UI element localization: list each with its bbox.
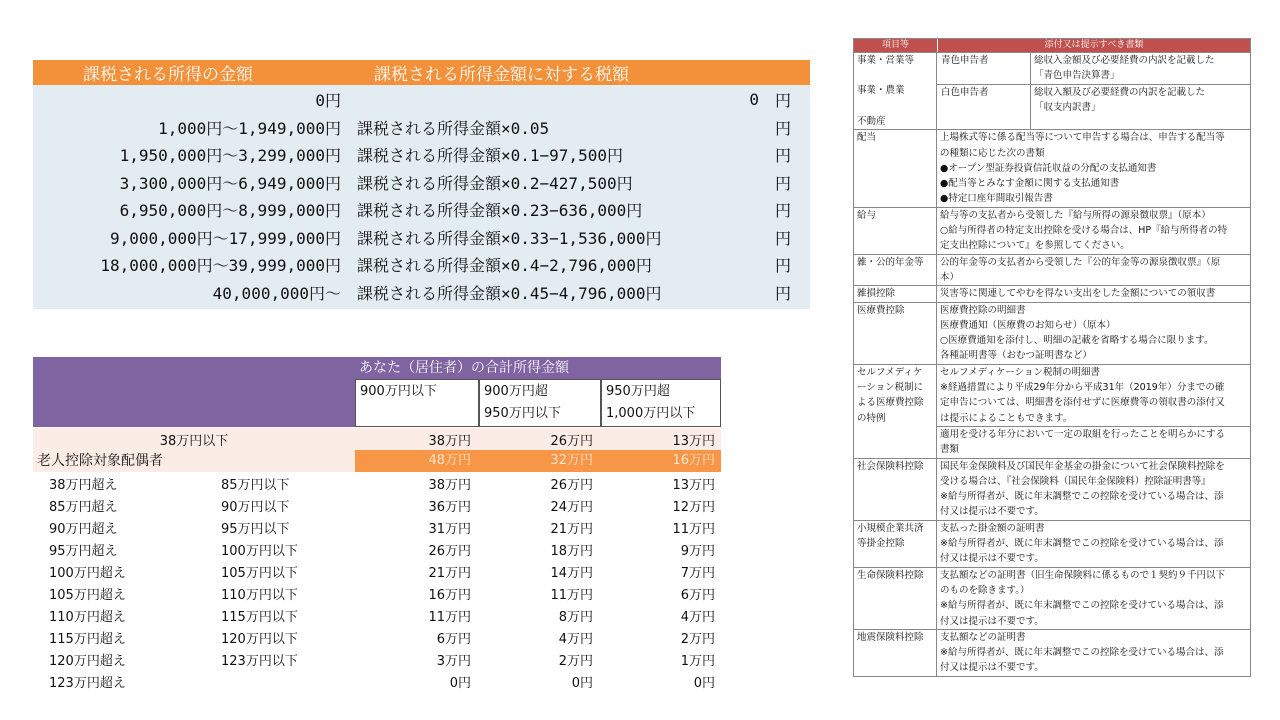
row-label: 38万円以下 — [159, 433, 229, 449]
doc-row — [854, 285, 1250, 301]
value-cell: 21万円 — [428, 565, 471, 581]
blue-return-text — [1031, 53, 1250, 84]
col-head-900 — [355, 379, 479, 427]
tax-formula-cell: 課税される所得金額×0.23−636,000円 — [357, 201, 643, 221]
income-to: 110万円以下 — [221, 587, 298, 603]
business-docs — [937, 53, 1250, 129]
value-cell: 4万円 — [558, 631, 593, 647]
white-return-row — [937, 84, 1250, 116]
col-head-line: 950万円以下 — [484, 406, 561, 421]
spouse-row — [33, 560, 721, 582]
income-from: 85万円超え — [49, 499, 118, 515]
value-cell: 18万円 — [550, 543, 593, 559]
doc-line: 「収支内訳書」 — [1034, 101, 1101, 113]
tax-row — [33, 224, 810, 252]
doc-line: 定支出控除について』を参照してください。 — [940, 240, 1130, 252]
col-head-900-950 — [479, 379, 601, 427]
doc-line: 「青色申告決算書」 — [1034, 70, 1120, 82]
income-to: 120万円以下 — [221, 631, 298, 647]
income-from: 115万円超え — [49, 631, 126, 647]
white-return-label: 白色申告者 — [937, 85, 1031, 116]
doc-line: 国民年金保険料及び国民年金基金の掛金について社会保険料控除を — [940, 460, 1225, 472]
doc-line: 総収入額及び必要経費の内訳を記載した — [1034, 86, 1206, 98]
income-from: 123万円超え — [49, 675, 126, 691]
doc-line: 支払った掛金額の証明書 — [940, 522, 1045, 534]
business-spacer — [937, 115, 1250, 129]
doc-line: ※給与所得者が、既に年末調整でこの控除を受けている場合は、添 — [940, 491, 1224, 503]
doc-line: ※給与所得者が、既に年末調整でこの控除を受けている場合は、添 — [940, 600, 1224, 612]
income-from: 38万円超え — [49, 477, 118, 493]
doc-item-text — [937, 630, 1250, 676]
income-to: 95万円以下 — [221, 521, 290, 537]
doc-line: の種類に応じた次の書類 — [940, 147, 1045, 159]
tax-table-body — [33, 85, 810, 309]
doc-line: 医療費通知（医療費のお知らせ）（原本） — [940, 319, 1116, 331]
doc-item-label — [854, 521, 937, 567]
doc-line: は提示によることもできます。 — [940, 412, 1073, 424]
yen-unit-cell: 円 — [774, 146, 791, 166]
doc-subsection — [937, 426, 1250, 458]
income-to: 100万円以下 — [221, 543, 298, 559]
doc-line: 支払額などの証明書 — [940, 631, 1026, 643]
doc-table-body — [854, 129, 1250, 675]
value-cell: 8万円 — [558, 609, 593, 625]
label-line: の特例 — [857, 412, 886, 424]
label-line: よる医療費控除 — [857, 397, 924, 409]
value-cell: 0円 — [571, 675, 593, 691]
yen-unit-cell: 円 — [774, 256, 791, 276]
tax-amount-header: 課税される所得金額に対する税額 — [374, 65, 629, 85]
label-line: 雑・公的年金等 — [857, 256, 924, 268]
income-to: 115万円以下 — [221, 609, 298, 625]
total-income-title: あなた（居住者）の合計所得金額 — [359, 360, 569, 376]
doc-row — [854, 629, 1250, 676]
doc-item-text — [937, 286, 1250, 301]
doc-row — [854, 254, 1250, 286]
value-cell: 14万円 — [550, 565, 593, 581]
tax-row — [33, 251, 810, 279]
doc-row — [854, 520, 1250, 567]
label-line: 生命保険料控除 — [857, 569, 924, 581]
doc-item-label — [854, 630, 937, 676]
col-head-line: 900万円超 — [484, 384, 548, 399]
business-label: 不動産 — [857, 116, 886, 127]
value-cell: 48万円 — [355, 450, 477, 472]
label-line: 給与 — [857, 209, 877, 221]
tax-table-header — [33, 60, 810, 85]
income-range-cell: 40,000,000円〜 — [212, 283, 341, 303]
doc-line: 受ける場合は、『社会保険料（国民年金保険料）控除証明書等』 — [940, 475, 1211, 487]
spouse-row — [33, 626, 721, 648]
doc-line: ●特定口座年間取引報告書 — [940, 193, 1053, 205]
value-cell: 13万円 — [672, 433, 715, 449]
col-head-950-1000 — [601, 379, 721, 427]
value-cell: 16万円 — [428, 587, 471, 603]
tax-formula-cell: 課税される所得金額×0.05 — [357, 118, 550, 138]
label-line: 雑損控除 — [857, 288, 896, 300]
income-tax-rate-table — [33, 60, 810, 309]
income-to: 90万円以下 — [221, 499, 290, 515]
tax-formula-cell: 課税される所得金額×0.4−2,796,000円 — [357, 256, 652, 276]
spouse-deduction-table — [33, 356, 721, 692]
income-range-cell: 1,000円〜1,949,000円 — [158, 118, 341, 138]
doc-item-label — [854, 459, 937, 520]
yen-unit-cell: 円 — [774, 283, 791, 303]
doc-item-label — [854, 365, 937, 458]
doc-row — [854, 129, 1250, 206]
value-cell: 36万円 — [428, 499, 471, 515]
tax-formula-cell: 課税される所得金額×0.45−4,796,000円 — [357, 283, 662, 303]
doc-line: 付又は提示は不要です。 — [940, 662, 1044, 674]
tax-row — [33, 141, 810, 169]
doc-line: 公的年金等の支払者から受領した『公的年金等の源泉徴収票』（原 — [940, 256, 1221, 268]
tax-row — [33, 86, 810, 114]
spouse-row — [33, 670, 721, 692]
yen-unit-cell: 円 — [774, 173, 791, 193]
label-line: 配当 — [857, 132, 877, 144]
value-cell: 2万円 — [558, 653, 593, 669]
income-to: 85万円以下 — [221, 477, 290, 493]
tax-row — [33, 196, 810, 224]
tax-row — [33, 169, 810, 197]
col-head-line: 1,000万円以下 — [606, 406, 696, 421]
value-cell: 11万円 — [672, 521, 715, 537]
income-from: 120万円超え — [49, 653, 126, 669]
value-cell: 6万円 — [680, 587, 715, 603]
value-cell: 7万円 — [680, 565, 715, 581]
doc-item-label — [854, 303, 937, 364]
doc-item-text — [937, 255, 1250, 286]
doc-line: 上場株式等に係る配当等について申告する場合は、申告する配当等 — [940, 132, 1225, 144]
doc-item-text — [937, 303, 1250, 364]
tax-formula-cell: 課税される所得金額×0.2−427,500円 — [357, 173, 633, 193]
col-head-line: 950万円超 — [606, 384, 670, 399]
business-labels — [854, 53, 937, 129]
income-range-cell: 9,000,000円〜17,999,000円 — [109, 228, 341, 248]
yen-unit-cell: 円 — [774, 201, 791, 221]
zero-amount-cell: 0 — [749, 90, 759, 110]
value-cell: 21万円 — [550, 521, 593, 537]
doc-item-label — [854, 130, 937, 206]
blue-return-row — [937, 53, 1250, 84]
value-cell: 0円 — [449, 675, 471, 691]
yen-unit-cell: 円 — [774, 118, 791, 138]
income-from: 90万円超え — [49, 521, 118, 537]
doc-line: ※給与所得者が、既に年末調整でこの控除を受けている場合は、添 — [940, 647, 1224, 659]
value-cell: 0円 — [693, 675, 715, 691]
blue-return-label: 青色申告者 — [937, 53, 1031, 84]
doc-line: 支払額などの証明書（旧生命保険料に係るもので１契約９千円以下 — [940, 569, 1226, 581]
income-from: 95万円超え — [49, 543, 118, 559]
value-cell: 26万円 — [428, 543, 471, 559]
spouse-row — [33, 582, 721, 604]
doc-line: 適用を受ける年分において一定の取組を行ったことを明らかにする — [940, 428, 1226, 440]
business-label: 事業・農業 — [857, 85, 905, 96]
doc-item-text — [937, 208, 1250, 254]
doc-line: ○給与所得者の特定支出控除を受ける場合は、HP『給与所得者の特 — [940, 225, 1228, 237]
spouse-row — [33, 604, 721, 626]
value-cell: 24万円 — [550, 499, 593, 515]
col-head-line: 900万円以下 — [360, 384, 437, 399]
income-range-cell: 0円 — [315, 91, 341, 111]
doc-row — [854, 207, 1250, 254]
doc-line: 本） — [940, 271, 960, 283]
doc-line: 総収入金額及び必要経費の内訳を記載した — [1034, 55, 1215, 66]
doc-row-business — [854, 52, 1250, 129]
required-documents-table — [853, 38, 1251, 677]
income-to: 123万円以下 — [221, 653, 298, 669]
doc-item-label — [854, 286, 937, 301]
income-range-cell: 3,300,000円〜6,949,000円 — [119, 173, 341, 193]
doc-item-text — [937, 521, 1250, 567]
tax-formula-cell: 課税される所得金額×0.33−1,536,000円 — [357, 228, 662, 248]
value-cell: 32万円 — [477, 450, 599, 472]
yen-unit-cell: 円 — [774, 228, 791, 248]
label-line: 地震保険料控除 — [857, 631, 924, 643]
doc-line: 付又は提示は不要です。 — [940, 506, 1044, 518]
spouse-table-header — [33, 356, 721, 428]
income-range-cell: 18,000,000円〜39,999,000円 — [100, 256, 341, 276]
doc-line: 書類 — [940, 444, 960, 456]
income-to: 105万円以下 — [221, 565, 298, 581]
yen-unit-cell: 円 — [774, 91, 791, 111]
value-cell: 11万円 — [428, 609, 471, 625]
value-cell: 38万円 — [428, 433, 471, 449]
row-label: 老人控除対象配偶者 — [33, 450, 355, 472]
value-cell: 1万円 — [680, 653, 715, 669]
label-line: 等掛金控除 — [857, 538, 905, 550]
doc-line: ※経過措置により平成29年分から平成31年（2019年）分までの確 — [940, 382, 1225, 394]
doc-row — [854, 364, 1250, 458]
doc-line: ○医療費通知を添付し、明細の記載を省略する場合に限ります。 — [940, 335, 1214, 347]
doc-line: セルフメディケーション税制の明細書 — [940, 366, 1100, 378]
doc-row — [854, 302, 1250, 364]
value-cell: 2万円 — [680, 631, 715, 647]
doc-line: ※給与所得者が、既に年末調整でこの控除を受けている場合は、添 — [940, 538, 1224, 550]
doc-line: 付又は提示は不要です。 — [940, 615, 1044, 627]
label-line: 医療費控除 — [857, 304, 905, 316]
income-from: 100万円超え — [49, 565, 126, 581]
tax-formula-cell: 課税される所得金額×0.1−97,500円 — [357, 146, 623, 166]
doc-line: 災害等に関連してやむを得ない支出をした金額についての領収書 — [940, 288, 1216, 300]
doc-line: ●配当等とみなす金額に関する支払通知書 — [940, 178, 1120, 190]
doc-line: 定申告については、明細書を添付せずに医療費等の領収書の添付又 — [940, 397, 1225, 409]
value-cell: 11万円 — [550, 587, 593, 603]
value-cell: 13万円 — [672, 477, 715, 493]
value-cell: 9万円 — [680, 543, 715, 559]
income-from: 110万円超え — [49, 609, 126, 625]
label-line: ーション税制に — [857, 382, 924, 394]
doc-item-label — [854, 255, 937, 286]
value-cell: 26万円 — [550, 477, 593, 493]
label-line: 社会保険料控除 — [857, 460, 924, 472]
business-spacer-cell — [937, 115, 1031, 129]
doc-line: 付又は提示は不要です。 — [940, 553, 1044, 565]
doc-line: のものを除きます。） — [940, 584, 1030, 596]
business-label: 事業・営業等 — [857, 55, 915, 66]
value-cell: 16万円 — [599, 450, 721, 472]
tax-row — [33, 114, 810, 142]
value-cell: 31万円 — [428, 521, 471, 537]
taxable-income-header: 課税される所得の金額 — [83, 65, 253, 85]
doc-item-label — [854, 208, 937, 254]
doc-item-text — [937, 365, 1250, 458]
doc-row — [854, 458, 1250, 520]
spouse-row — [33, 538, 721, 560]
spouse-row — [33, 494, 721, 516]
spouse-row — [33, 472, 721, 494]
doc-item-text — [937, 130, 1250, 206]
white-return-text — [1031, 85, 1250, 116]
spouse-row-elderly — [33, 450, 721, 472]
doc-line: ●オープン型証券投資信託収益の分配の支払通知書 — [940, 162, 1157, 174]
tax-row — [33, 279, 810, 307]
income-range-cell: 6,950,000円〜8,999,000円 — [119, 201, 341, 221]
doc-line: 給与等の支払者から受領した『給与所得の源泉徴収票』（原本） — [940, 209, 1211, 221]
doc-item-text — [937, 568, 1250, 629]
income-range-cell: 1,950,000円〜3,299,000円 — [119, 146, 341, 166]
label-line: セルフメディケ — [857, 366, 923, 378]
value-cell: 6万円 — [436, 631, 471, 647]
value-cell: 38万円 — [428, 477, 471, 493]
doc-row — [854, 567, 1250, 629]
income-from: 105万円超え — [49, 587, 126, 603]
spouse-table-body — [33, 472, 721, 692]
spouse-row — [33, 648, 721, 670]
spouse-row-38-under — [33, 428, 721, 450]
value-cell: 26万円 — [550, 433, 593, 449]
doc-item-text — [937, 459, 1250, 520]
documents-header: 添付又は提示すべき書類 — [1044, 40, 1144, 50]
spouse-row — [33, 516, 721, 538]
header-purple-block — [33, 357, 355, 427]
value-cell: 4万円 — [680, 609, 715, 625]
doc-item-label — [854, 568, 937, 629]
label-line: 小規模企業共済 — [857, 522, 924, 534]
value-cell: 3万円 — [436, 653, 471, 669]
item-header: 項目等 — [854, 39, 938, 52]
doc-table-header — [854, 39, 1250, 52]
doc-line: 各種証明書等（おむつ証明書など） — [940, 350, 1093, 362]
doc-line: 医療費控除の明細書 — [940, 304, 1026, 316]
value-cell: 12万円 — [672, 499, 715, 515]
